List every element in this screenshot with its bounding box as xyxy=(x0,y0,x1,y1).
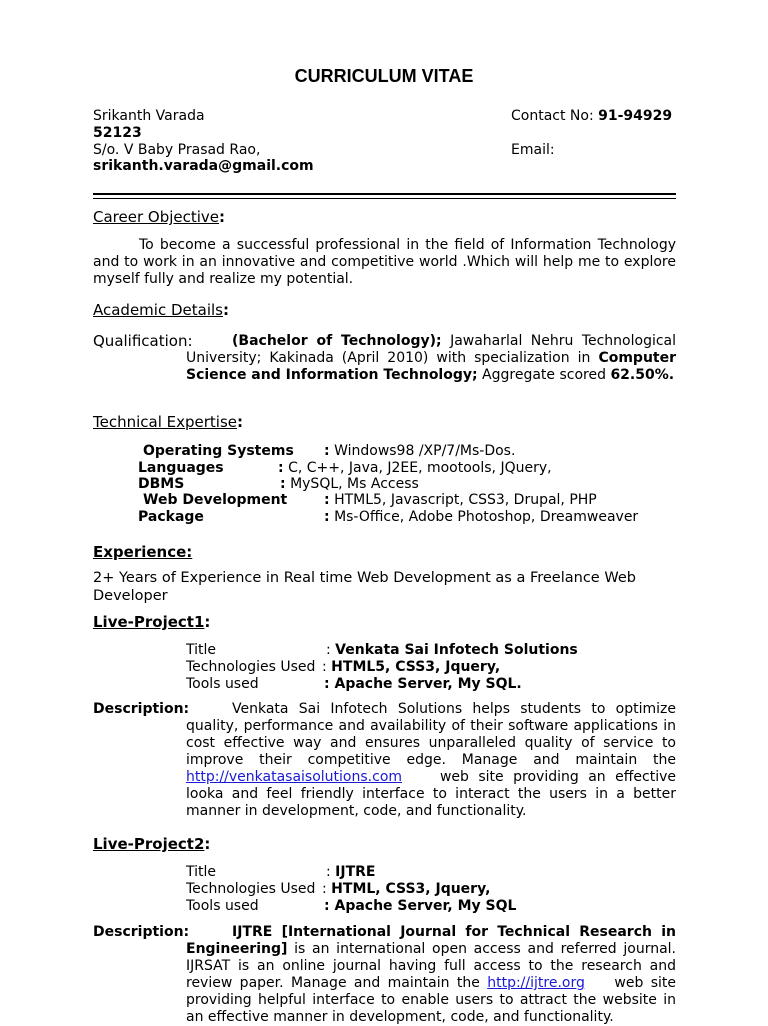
header-divider-thin xyxy=(93,198,676,199)
document-title: CURRICULUM VITAE xyxy=(294,66,474,86)
project-heading: Live-Project2: xyxy=(93,835,211,853)
contact-label: Contact No: xyxy=(511,108,594,124)
header-divider-thick xyxy=(93,193,676,195)
project-heading: Live-Project1: xyxy=(93,613,211,631)
experience-heading: Experience: xyxy=(93,543,193,561)
skill-value: C, C++, Java, J2EE, mootools, JQuery, xyxy=(288,460,552,476)
skill-value-row: : HTML5, Javascript, CSS3, Drupal, PHP xyxy=(324,492,597,508)
project-tools-value: Apache Server, My SQL xyxy=(334,898,517,914)
skill-value: Ms-Office, Adobe Photoshop, Dreamweaver xyxy=(334,509,639,525)
project-tech-value: HTML5, CSS3, Jquery, xyxy=(331,659,501,675)
skill-label: DBMS xyxy=(138,476,185,492)
skill-value: MySQL, Ms Access xyxy=(290,476,419,492)
project-tech-label: Technologies Used xyxy=(186,881,316,897)
project-description: Venkata Sai Infotech Solutions helps students to optimize quality, performance and availability of their software applications in cost effective way and ensures unparalleled quality of service to improve their competitive edge. Manage and maintain the http://venkatasaisolutions.com web site providing an effective looka and feel friendly interface to interact the users in a better manner in development, code, and functionality. xyxy=(186,701,676,819)
parent-name: S/o. V Baby Prasad Rao, xyxy=(93,142,261,158)
project-website-link[interactable]: http://venkatasaisolutions.com xyxy=(186,769,403,785)
project-title-value: IJTRE xyxy=(335,864,376,880)
career-objective-heading: Career Objective: xyxy=(93,208,226,226)
email-address: srikanth.varada@gmail.com xyxy=(93,158,314,174)
project-website-link[interactable]: http://ijtre.org xyxy=(487,975,585,991)
skill-row xyxy=(143,443,294,459)
project-tools-label: Tools used xyxy=(186,676,259,692)
phone-number-tail: 52123 xyxy=(93,125,142,141)
technical-expertise-heading: Technical Expertise: xyxy=(93,413,244,431)
project-tech-label: Technologies Used xyxy=(186,659,316,675)
project-tools-value: Apache Server, My SQL. xyxy=(334,676,522,692)
skill-row xyxy=(143,492,287,508)
project-tech-row: : HTML5, CSS3, Jquery, xyxy=(322,659,501,675)
skill-row xyxy=(138,476,184,492)
skill-label: Operating Systems xyxy=(143,443,294,459)
project-tools-row: : Apache Server, My SQL xyxy=(324,898,517,914)
career-objective-text: To become a successful professional in the field of Information Technology and to work in an innovative and competitive world .Which will help me to explore myself fully and realize my potential. xyxy=(93,237,676,287)
skill-label: Web Development xyxy=(143,492,288,508)
project-description: IJTRE [International Journal for Technical Research in Engineering] is an international open access and referred journal. IJRSAT is an online journal having full access to the research and review paper. Manage and maintain the http://ijtre.org web site providing helpful interface to enable users to attract the website in an effective manner in development, code, and functionality. xyxy=(186,924,677,1025)
skill-value-row: : MySQL, Ms Access xyxy=(280,476,419,492)
skill-value-row: : C, C++, Java, J2EE, mootools, JQuery, xyxy=(278,460,552,476)
project-title-row: : IJTRE xyxy=(326,864,376,880)
contact-value: 91-94929 xyxy=(598,108,673,124)
contact-info xyxy=(511,108,672,124)
skill-value: Windows98 /XP/7/Ms-Dos. xyxy=(334,443,516,459)
project-tools-label: Tools used xyxy=(186,898,259,914)
skill-label: Languages xyxy=(138,460,224,476)
description-label: Description: xyxy=(93,924,190,940)
description-label: Description: xyxy=(93,701,190,717)
project-title-value: Venkata Sai Infotech Solutions xyxy=(335,642,578,658)
skill-value: HTML5, Javascript, CSS3, Drupal, PHP xyxy=(334,492,597,508)
skill-value-row: : Ms-Office, Adobe Photoshop, Dreamweaver xyxy=(324,509,639,525)
project-title-row: : Venkata Sai Infotech Solutions xyxy=(326,642,578,658)
experience-text: 2+ Years of Experience in Real time Web Development as a Freelance Web Developer xyxy=(93,570,636,604)
project-title-label: Title xyxy=(186,642,217,658)
email-label: Email: xyxy=(511,142,555,158)
project-title-label: Title xyxy=(186,864,217,880)
skill-row xyxy=(138,460,224,476)
skill-row xyxy=(138,509,204,525)
qualification-label: Qualification: xyxy=(93,332,193,350)
qualification-text: (Bachelor of Technology); Jawaharlal Nehru Technological University; Kakinada (April 2010) with specialization in Computer Science and Information Technology; Aggregate scored 62.50%. xyxy=(186,333,677,383)
project-tools-row: : Apache Server, My SQL. xyxy=(324,676,522,692)
project-tech-value: HTML, CSS3, Jquery, xyxy=(331,881,491,897)
candidate-name: Srikanth Varada xyxy=(93,108,205,124)
project-tech-row: : HTML, CSS3, Jquery, xyxy=(322,881,491,897)
skill-value-row: : Windows98 /XP/7/Ms-Dos. xyxy=(324,443,516,459)
skill-label: Package xyxy=(138,509,204,525)
academic-details-heading: Academic Details: xyxy=(93,301,229,319)
